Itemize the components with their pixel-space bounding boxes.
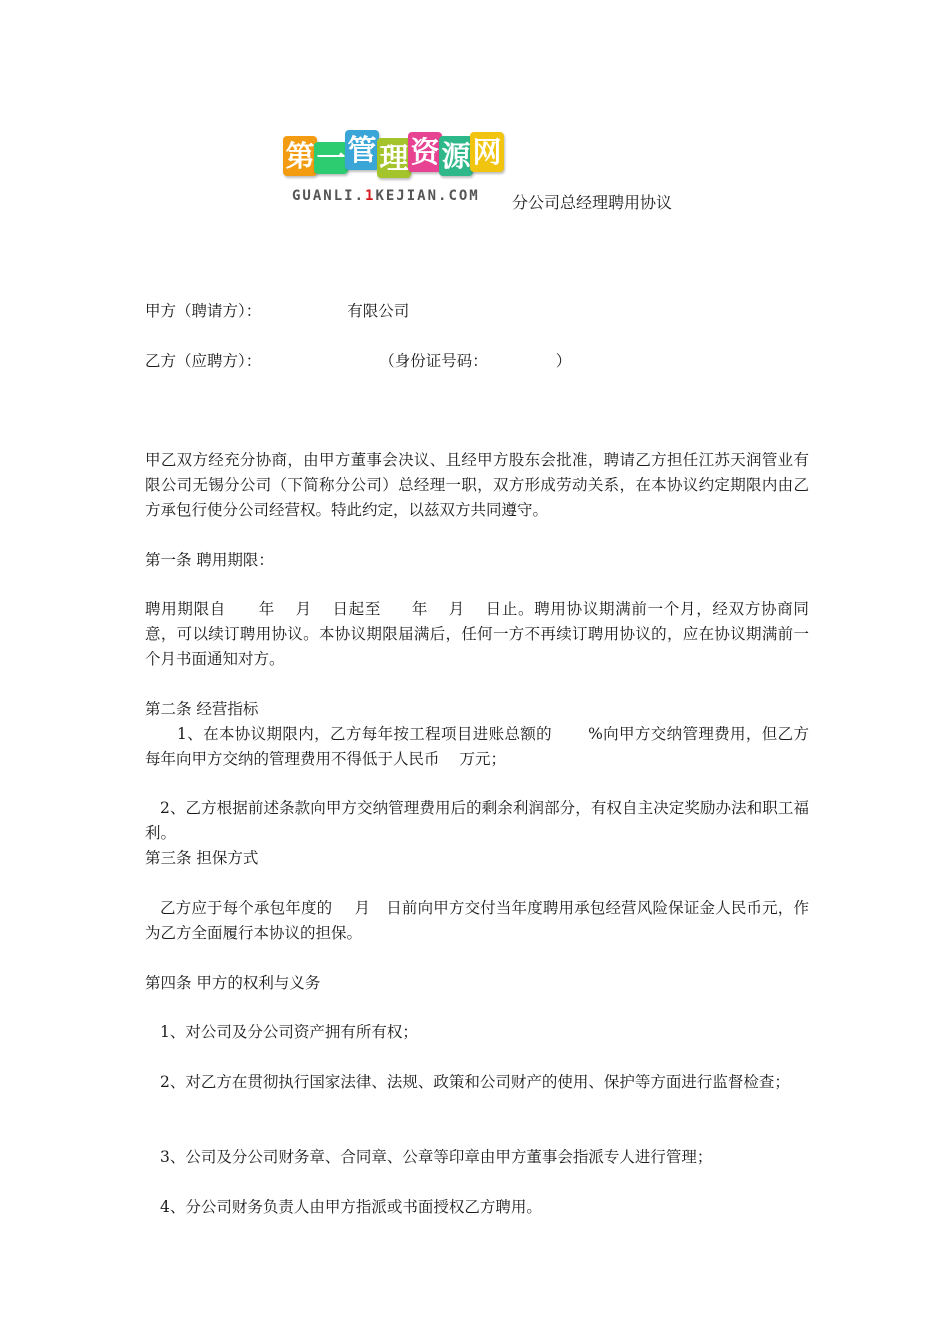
article4-item-1: 1、对公司及分公司资产拥有所有权； — [160, 1023, 418, 1041]
article4-item-2: 2、对乙方在贯彻执行国家法律、法规、政策和公司财产的使用、保护等方面进行监督检查； — [160, 1073, 790, 1091]
logo-tile-7: 网 — [470, 132, 504, 172]
article1-heading: 第一条 聘用期限： — [145, 551, 274, 569]
article2-item2: 2、乙方根据前述条款向甲方交纳管理费用后的剩余利润部分，有权自主决定奖励办法和职工福利。 — [145, 799, 809, 842]
article2-item1: 1、在本协议期限内，乙方每年按工程项目进账总额的 %向甲方交纳管理费用，但乙方每年向甲方交纳的管理费用不得低于人民币 万元； — [145, 725, 809, 768]
party-a: 甲方（聘请方）： 有限公司 — [145, 302, 410, 320]
document-title: 分公司总经理聘用协议 — [512, 193, 673, 212]
article4-heading: 第四条 甲方的权利与义务 — [145, 974, 321, 992]
article4-item-4: 4、分公司财务负责人由甲方指派或书面授权乙方聘用。 — [160, 1198, 542, 1216]
logo-tile-2: 一 — [314, 142, 348, 174]
party-b: 乙方（应聘方）： （身份证号码： ） — [145, 352, 572, 370]
logo-tile-1: 第 — [283, 136, 317, 176]
intro-paragraph: 甲乙双方经充分协商，由甲方董事会决议、且经甲方股东会批准，聘请乙方担任江苏天润管业有限公司无锡分公司（下简称分公司）总经理一职，双方形成劳动关系，在本协议约定期限内由乙方承包行使分公司经营权。特此约定，以兹双方共同遵守。 — [145, 451, 809, 519]
logo-tile-5: 资 — [408, 132, 442, 172]
article2-heading: 第二条 经营指标 — [145, 700, 259, 718]
article3-body: 乙方应于每个承包年度的 月 日前向甲方交付当年度聘用承包经营风险保证金人民币元，作为乙方全面履行本协议的担保。 — [145, 899, 809, 942]
logo-tile-3: 管 — [345, 130, 379, 170]
article1-body: 聘用期限自 年 月 日起至 年 月 日止。聘用协议期满前一个月，经双方协商同意，可以续订聘用协议。本协议期限届满后，任何一方不再续订聘用协议的，应在协议期满前一个月书面通知对方。 — [145, 600, 809, 668]
article4-item-3: 3、公司及分公司财务章、合同章、公章等印章由甲方董事会指派专人进行管理； — [160, 1148, 713, 1166]
logo-tile-6: 源 — [439, 136, 473, 176]
article3-heading: 第三条 担保方式 — [145, 849, 259, 867]
logo-tile-4: 理 — [377, 138, 411, 178]
logo-tiles — [283, 128, 505, 176]
site-logo — [283, 128, 505, 208]
logo-url: GUANLI.1KEJIAN.COM — [292, 188, 480, 204]
